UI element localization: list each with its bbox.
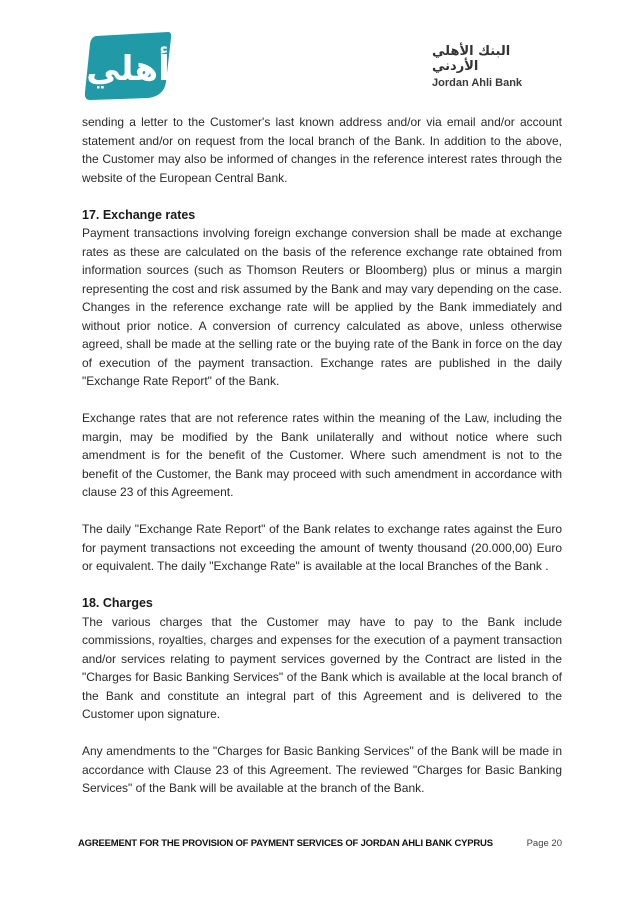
section-18-paragraph-2: Any amendments to the "Charges for Basic Banking Services" of the Bank will be made in accordance with Clause 23 of this Agreement. The reviewed "Charges for Basic Banking Services" of the Bank will be available at the branch of the Bank.	[82, 744, 562, 795]
bank-name-arabic: البنك الأهلي الأردني	[432, 44, 511, 74]
bank-name-block	[432, 44, 562, 89]
section-18-paragraph-1: The various charges that the Customer may have to pay to the Bank include commissions, royalties, charges and expenses for the execution of a payment transaction and/or services relating to payment services governed by the Contract are listed in the "Charges for Basic Banking Services" of the Bank which is available at the local branch of the Bank and constitute an integral part of this Agreement and is delivered to the Customer upon signature.	[82, 614, 562, 721]
section-17-paragraph-3: The daily "Exchange Rate Report" of the Bank relates to exchange rates against the Euro for payment transactions not exceeding the amount of twenty thousand (20.000,00) Euro or equivalent. The daily "Exchange Rate" is available at the local Branches of the Bank .	[82, 522, 562, 573]
section-17-paragraph-1: Payment transactions involving foreign exchange conversion shall be made at exchange rates as these are calculated on the basis of the reference exchange rate obtained from information sources (such as Thomson Reuters or Bloomberg) plus or minus a margin representing the cost and risk assumed by the Bank and may vary depending on the case. Changes in the reference exchange rate will be applied by the Bank immediately and without prior notice. A conversion of currency calculated as above, unless otherwise agreed, shall be made at the selling rate or the buying rate of the Bank in force on the day of execution of the payment transaction. Exchange rates are published in the daily "Exchange Rate Report" of the Bank.	[82, 226, 562, 388]
section-17-paragraph-2: Exchange rates that are not reference rates within the meaning of the Law, including the margin, may be modified by the Bank unilaterally and without notice where such amendment is for the benefit of the Customer. Where such amendment is not to the benefit of the Customer, the Bank may proceed with such amendment in accordance with clause 23 of this Agreement.	[82, 411, 562, 499]
page-number: Page 20	[526, 838, 562, 849]
ahli-logo	[82, 30, 174, 102]
bank-name-english: Jordan Ahli Bank	[432, 77, 523, 89]
document-body	[82, 113, 562, 798]
section-18-heading: 18. Charges	[82, 596, 153, 610]
logo-arabic-text: أهلي	[86, 49, 170, 89]
page-footer	[78, 838, 562, 849]
section-17-heading: 17. Exchange rates	[82, 207, 196, 222]
intro-paragraph: sending a letter to the Customer's last known address and/or via email and/or account statement and/or on request from the local branch of the Bank. In addition to the above, the Customer may also be informed of changes in the reference interest rates through the website of the European Central Bank.	[82, 115, 562, 185]
footer-title: AGREEMENT FOR THE PROVISION OF PAYMENT SERVICES OF JORDAN AHLI BANK CYPRUS	[78, 838, 493, 849]
